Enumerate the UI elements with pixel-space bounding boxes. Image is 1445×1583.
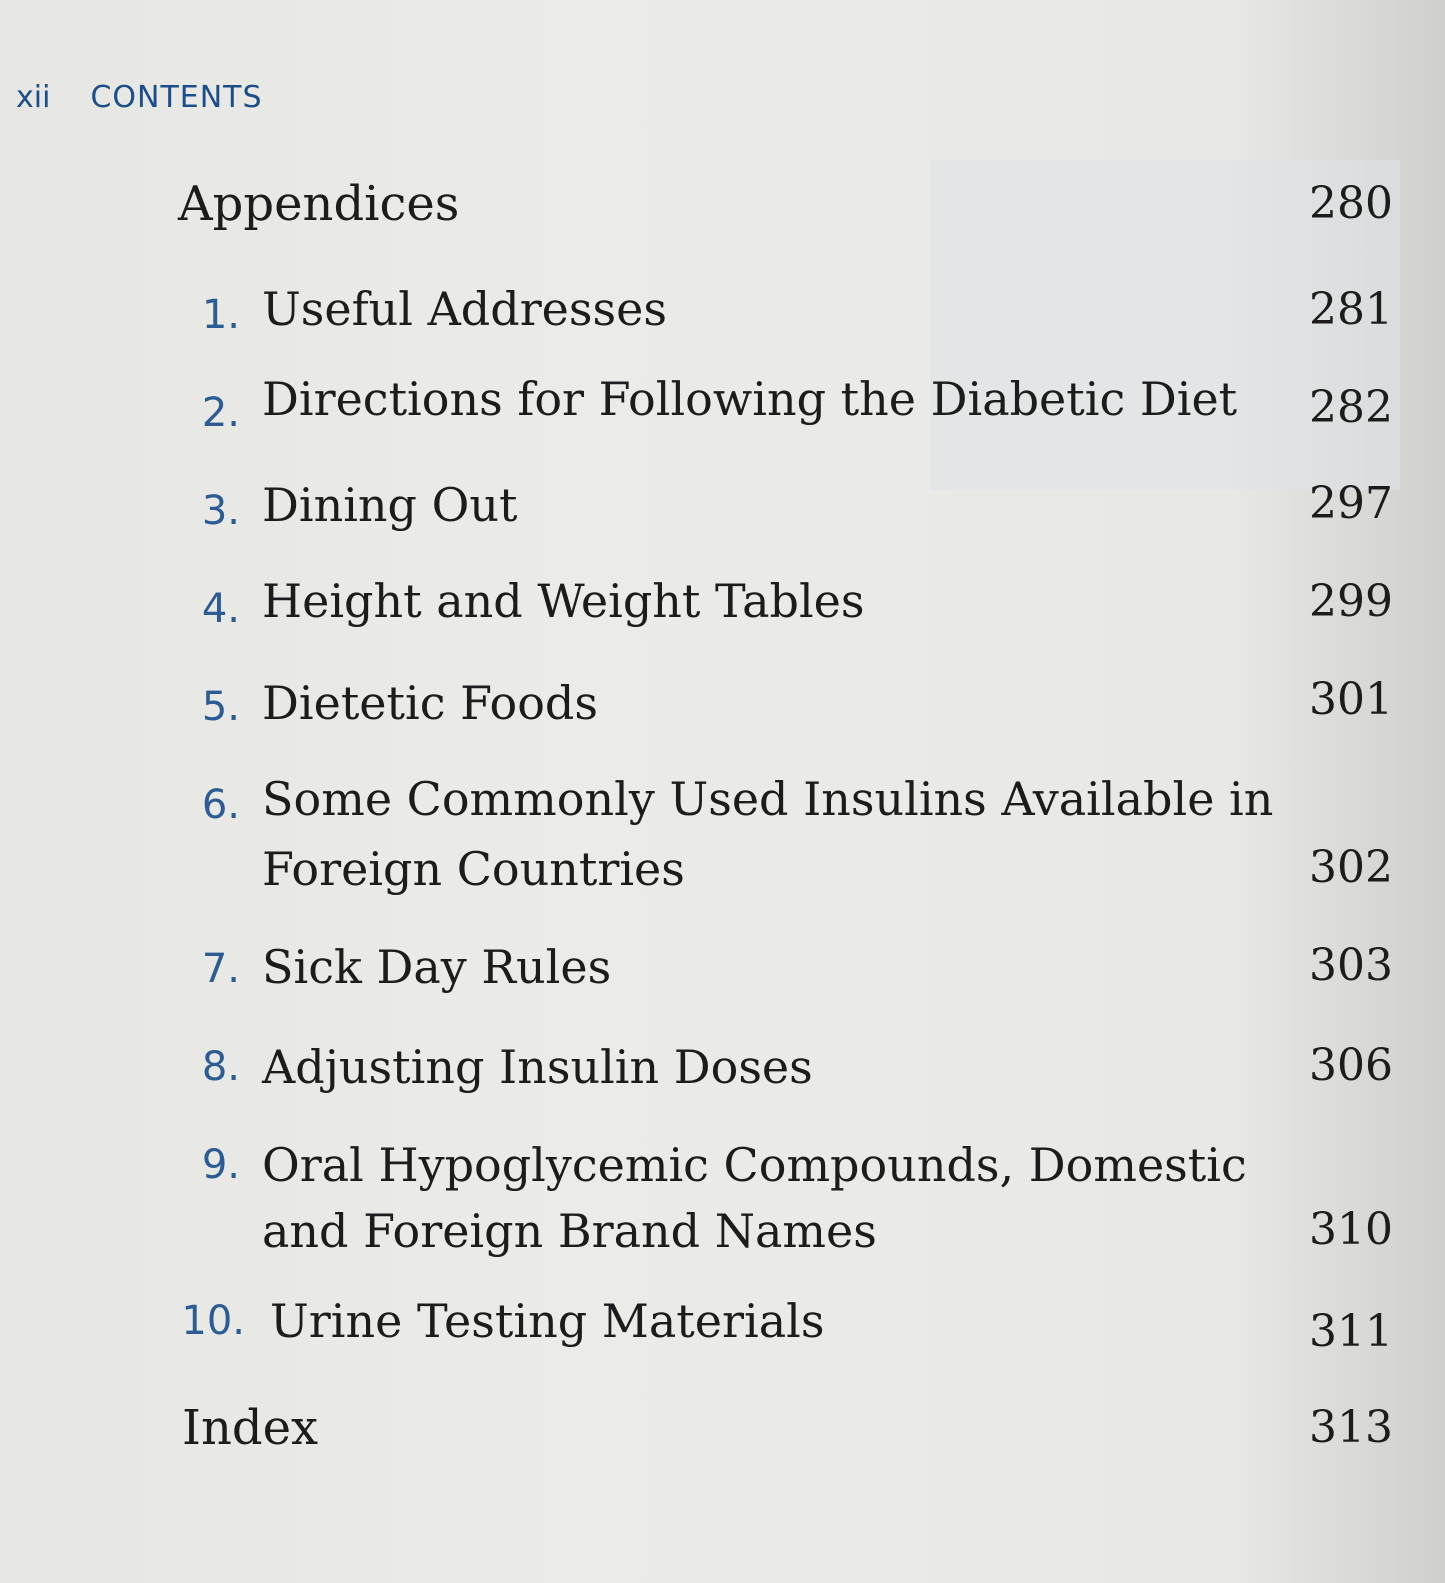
entry-page-number: 310 <box>1309 1204 1393 1255</box>
entry-number: 3. <box>201 488 240 534</box>
section-page-number: 280 <box>1309 178 1393 229</box>
entry-title: Dining Out <box>262 478 518 532</box>
entry-title: Dietetic Foods <box>262 676 598 730</box>
entry-number: 8. <box>201 1044 240 1090</box>
entry-title: Urine Testing Materials <box>270 1294 825 1348</box>
entry-title: Height and Weight Tables <box>262 574 865 628</box>
entry-page-number: 303 <box>1309 940 1393 991</box>
index-page-number: 313 <box>1309 1402 1393 1453</box>
entry-page-number: 299 <box>1309 576 1393 627</box>
entry-title: Adjusting Insulin Doses <box>262 1040 813 1094</box>
entry-page-number: 306 <box>1309 1040 1393 1091</box>
entry-number: 7. <box>201 946 240 992</box>
entry-number: 6. <box>201 782 240 828</box>
entry-title-continued: Foreign Countries <box>262 842 685 896</box>
entry-page-number: 282 <box>1309 382 1393 433</box>
entry-title: Oral Hypoglycemic Compounds, Domestic <box>262 1138 1247 1192</box>
entry-page-number: 302 <box>1309 842 1393 893</box>
entry-number: 10. <box>181 1298 245 1344</box>
entry-title-continued: and Foreign Brand Names <box>262 1204 877 1258</box>
running-header <box>16 80 263 120</box>
entry-number: 9. <box>201 1142 240 1188</box>
entry-number: 5. <box>201 684 240 730</box>
entry-page-number: 297 <box>1309 478 1393 529</box>
entry-title: Some Commonly Used Insulins Available in <box>262 772 1274 826</box>
entry-page-number: 301 <box>1309 674 1393 725</box>
entry-number: 1. <box>201 292 240 338</box>
entry-title: Sick Day Rules <box>262 940 612 994</box>
running-head: CONTENTS <box>90 80 263 115</box>
index-title: Index <box>182 1400 319 1456</box>
entry-number: 2. <box>201 390 240 436</box>
entry-number: 4. <box>201 586 240 632</box>
section-title: Appendices <box>178 176 460 232</box>
entry-page-number: 311 <box>1309 1306 1393 1357</box>
entry-title: Directions for Following the Diabetic Diet <box>262 372 1238 426</box>
entry-page-number: 281 <box>1309 284 1393 335</box>
entry-title: Useful Addresses <box>262 282 667 336</box>
folio: xii <box>16 80 51 115</box>
